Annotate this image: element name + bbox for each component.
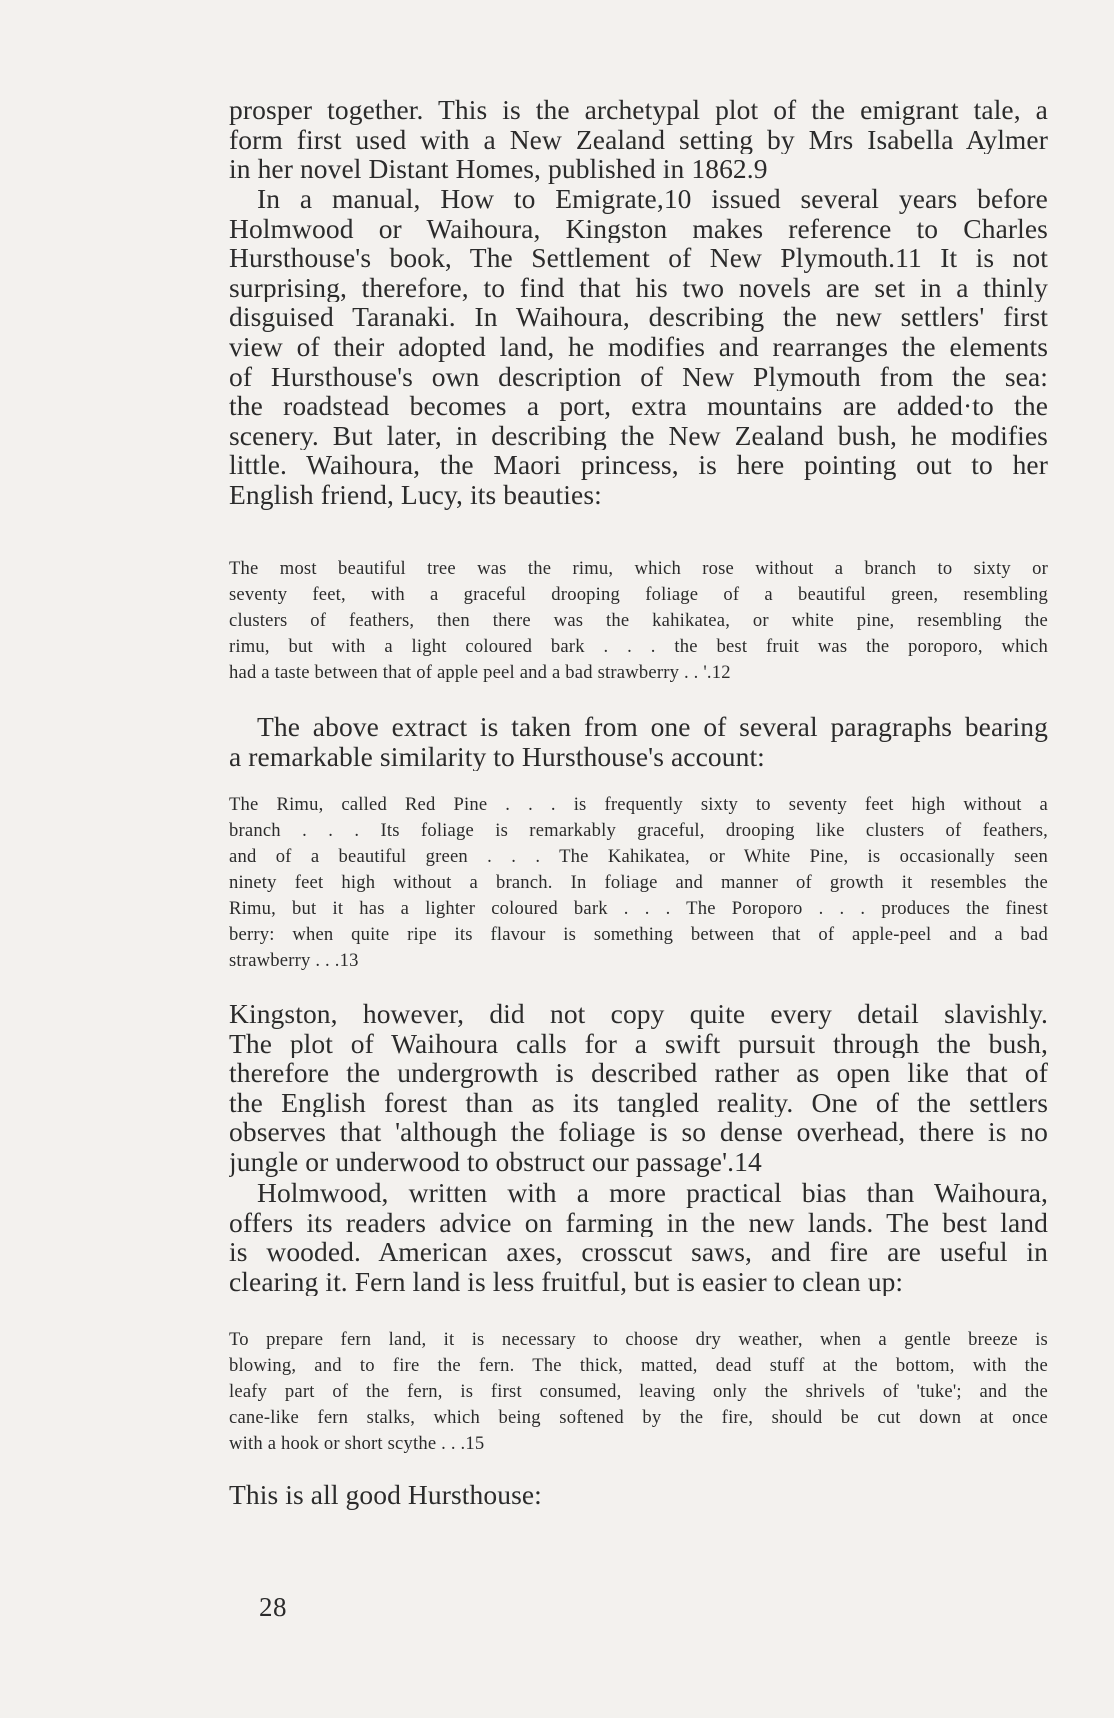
quote-line: ninety feet high without a branch. In foliage and manner of growth it resembles the bbox=[229, 872, 1048, 893]
text-line: surprising, therefore, to find that his two novels are set in a thinly bbox=[229, 272, 1048, 303]
paragraph-2 bbox=[229, 184, 1048, 510]
text-line: The above extract is taken from one of several paragraphs bearing bbox=[257, 712, 1048, 742]
quote-line: rimu, but with a light coloured bark . . . the best fruit was the poroporo, which bbox=[229, 636, 1048, 657]
text-line: is wooded. American axes, crosscut saws, and fire are useful in bbox=[229, 1237, 1048, 1267]
quote-line: blowing, and to fire the fern. The thick, matted, dead stuff at the bottom, with the bbox=[229, 1355, 1048, 1376]
text-line: observes that 'although the foliage is so dense overhead, there is no bbox=[229, 1117, 1048, 1147]
text-line: English friend, Lucy, its beauties: bbox=[229, 479, 602, 510]
text-line: Kingston, however, did not copy quite every detail slavishly. bbox=[229, 999, 1048, 1029]
text-line: form first used with a New Zealand setting by Mrs Isabella Aylmer bbox=[229, 124, 1048, 155]
paragraph-5 bbox=[229, 1178, 1048, 1296]
quote-line: branch . . . Its foliage is remarkably graceful, drooping like clusters of feathers, bbox=[229, 820, 1048, 841]
text-line: prosper together. This is the archetypal plot of the emigrant tale, a bbox=[229, 95, 1048, 125]
text-line: disguised Taranaki. In Waihoura, describing the new settlers' first bbox=[229, 302, 1048, 332]
text-line: In a manual, How to Emigrate,10 issued several years before bbox=[257, 184, 1048, 214]
quote-line: Rimu, but it has a lighter coloured bark . . . The Poroporo . . . produces the finest bbox=[229, 898, 1048, 919]
quote-line: strawberry . . .13 bbox=[229, 950, 359, 971]
quote-line: had a taste between that of apple peel and a bad strawberry . . '.12 bbox=[229, 662, 731, 683]
paragraph-3 bbox=[229, 712, 1048, 771]
quote-line: with a hook or short scythe . . .15 bbox=[229, 1433, 485, 1454]
block-quote-3 bbox=[229, 1327, 1048, 1457]
quote-line: The most beautiful tree was the rimu, which rose without a branch to sixty or bbox=[229, 558, 1048, 579]
quote-line: clusters of feathers, then there was the kahikatea, or white pine, resembling the bbox=[229, 610, 1048, 631]
text-line: therefore the undergrowth is described rather as open like that of bbox=[229, 1058, 1048, 1088]
text-line: in her novel Distant Homes, published in 1862.9 bbox=[229, 154, 768, 184]
text-line: The plot of Waihoura calls for a swift pursuit through the bush, bbox=[229, 1028, 1048, 1059]
quote-line: berry: when quite ripe its flavour is something between that of apple-peel and a bad bbox=[229, 924, 1048, 945]
paragraph-6 bbox=[229, 1480, 1048, 1510]
quote-line: The Rimu, called Red Pine . . . is frequently sixty to seventy feet high without a bbox=[229, 794, 1048, 815]
quote-line: and of a beautiful green . . . The Kahikatea, or White Pine, is occasionally seen bbox=[229, 846, 1048, 867]
text-line: Hursthouse's book, The Settlement of New Plymouth.11 It is not bbox=[229, 243, 1048, 273]
text-line: Holmwood, written with a more practical bias than Waihoura, bbox=[257, 1178, 1048, 1208]
text-line: clearing it. Fern land is less fruitful, but is easier to clean up: bbox=[229, 1266, 904, 1297]
text-line: scenery. But later, in describing the New Zealand bush, he modifies bbox=[229, 420, 1048, 451]
text-line: a remarkable similarity to Hursthouse's account: bbox=[229, 741, 765, 772]
quote-line: leafy part of the fern, is first consumed, leaving only the shrivels of 'tuke'; and the bbox=[229, 1381, 1048, 1402]
block-quote-1 bbox=[229, 556, 1048, 686]
quote-line: seventy feet, with a graceful drooping foliage of a beautiful green, resembling bbox=[229, 584, 1048, 605]
block-quote-2 bbox=[229, 792, 1048, 974]
page-number: 28 bbox=[259, 1592, 287, 1622]
paragraph-4 bbox=[229, 999, 1048, 1177]
text-line: view of their adopted land, he modifies and rearranges the elements bbox=[229, 331, 1048, 362]
text-line: offers its readers advice on farming in the new lands. The best land bbox=[229, 1207, 1048, 1238]
text-line: jungle or underwood to obstruct our passage'.14 bbox=[229, 1146, 762, 1177]
paragraph-1 bbox=[229, 95, 1048, 184]
text-line: Holmwood or Waihoura, Kingston makes reference to Charles bbox=[229, 213, 1048, 244]
quote-line: cane-like fern stalks, which being softened by the fire, should be cut down at once bbox=[229, 1407, 1048, 1428]
text-line: the roadstead becomes a port, extra mountains are added·to the bbox=[229, 391, 1048, 421]
text-line: of Hursthouse's own description of New Plymouth from the sea: bbox=[229, 361, 1048, 392]
text-line: the English forest than as its tangled reality. One of the settlers bbox=[229, 1087, 1048, 1118]
text-line: little. Waihoura, the Maori princess, is here pointing out to her bbox=[229, 450, 1048, 480]
quote-line: To prepare fern land, it is necessary to choose dry weather, when a gentle breeze is bbox=[229, 1329, 1048, 1350]
text-line: This is all good Hursthouse: bbox=[229, 1480, 542, 1510]
